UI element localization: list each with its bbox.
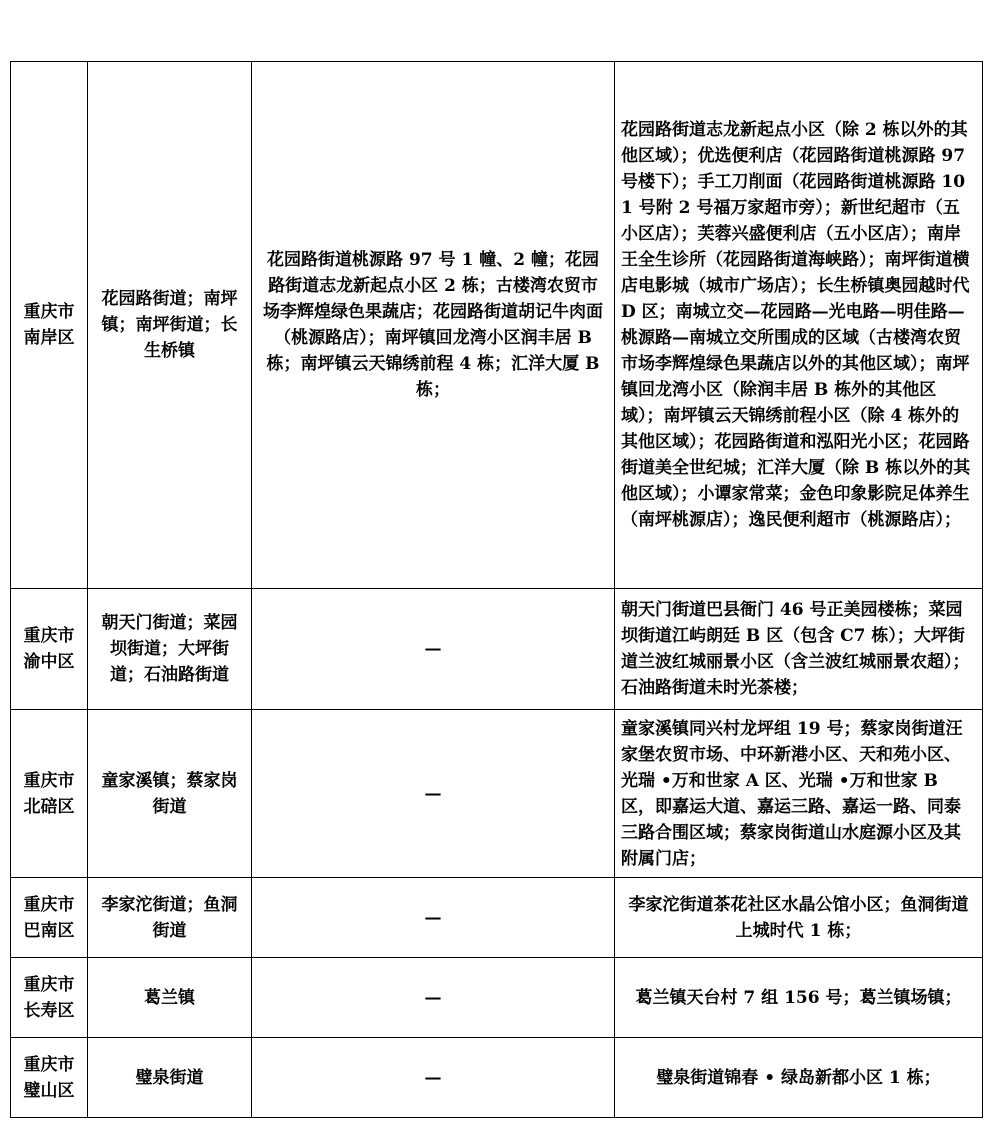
streets-cell: 童家溪镇；蔡家岗街道 [88, 710, 252, 878]
district-cell: 重庆市北碚区 [11, 710, 88, 878]
streets-cell: 李家沱街道；鱼洞街道 [88, 878, 252, 958]
streets-cell: 璧泉街道 [88, 1038, 252, 1118]
low-risk-cell: 花园路街道志龙新起点小区（除 2 栋以外的其他区域）；优选便利店（花园路街道桃源路 97 号楼下）；手工刀削面（花园路街道桃源路 101 号附 2 号福万家超市旁）；新世纪超市（五小区店）；芙蓉兴盛便利店（五小区店）；南岸王全生诊所（花园路街道海峡路）；南坪街道横店电影城（城市广场店）；长生桥镇奥园越时代 D 区；南城立交—花园路—光电路—明佳路—桃源路—南城立交所围成的区域（古楼湾农贸市场李辉煌绿色果蔬店以外的其他区域）；南坪镇回龙湾小区（除润丰居 B 栋外的其他区域）；南坪镇云天锦绣前程小区（除 4 栋外的其他区域）；花园路街道和泓阳光小区；花园路街道美全世纪城；汇洋大厦（除 B 栋以外的其他区域）；小谭家常菜；金色印象影院足体养生（南坪桃源店）；逸民便利超市（桃源路店）； [615, 62, 983, 589]
district-cell: 重庆市南岸区 [11, 62, 88, 589]
mid-risk-cell: — [252, 1038, 615, 1118]
district-cell: 重庆市璧山区 [11, 1038, 88, 1118]
streets-cell: 朝天门街道；菜园坝街道；大坪街道；石油路街道 [88, 589, 252, 710]
mid-risk-cell: — [252, 589, 615, 710]
table-row [11, 589, 983, 710]
risk-area-table [10, 61, 983, 1118]
mid-risk-cell: — [252, 958, 615, 1038]
table-row [11, 62, 983, 589]
mid-risk-cell: — [252, 710, 615, 878]
table-row [11, 1038, 983, 1118]
table-row [11, 958, 983, 1038]
low-risk-cell: 璧泉街道锦春 • 绿岛新都小区 1 栋； [615, 1038, 983, 1118]
streets-cell: 葛兰镇 [88, 958, 252, 1038]
low-risk-cell: 朝天门街道巴县衙门 46 号正美园楼栋；菜园坝街道江屿朗廷 B 区（包含 C7 栋）；大坪街道兰波红城丽景小区（含兰波红城丽景农超）；石油路街道未时光茶楼； [615, 589, 983, 710]
table-row [11, 710, 983, 878]
mid-risk-cell: — [252, 878, 615, 958]
low-risk-cell: 童家溪镇同兴村龙坪组 19 号；蔡家岗街道汪家堡农贸市场、中环新港小区、天和苑小区、光瑞 •万和世家 A 区、光瑞 •万和世家 B 区，即嘉运大道、嘉运三路、嘉运一路、同泰三路合围区域；蔡家岗街道山水庭源小区及其附属门店； [615, 710, 983, 878]
table-row [11, 878, 983, 958]
mid-risk-cell: 花园路街道桃源路 97 号 1 幢、2 幢；花园路街道志龙新起点小区 2 栋；古楼湾农贸市场李辉煌绿色果蔬店；花园路街道胡记牛肉面（桃源路店）；南坪镇回龙湾小区润丰居 B 栋；南坪镇云天锦绣前程 4 栋；汇洋大厦 B 栋； [252, 62, 615, 589]
district-cell: 重庆市巴南区 [11, 878, 88, 958]
district-cell: 重庆市渝中区 [11, 589, 88, 710]
low-risk-cell: 李家沱街道茶花社区水晶公馆小区；鱼洞街道上城时代 1 栋； [615, 878, 983, 958]
low-risk-cell: 葛兰镇天台村 7 组 156 号；葛兰镇场镇； [615, 958, 983, 1038]
district-cell: 重庆市长寿区 [11, 958, 88, 1038]
streets-cell: 花园路街道；南坪镇；南坪街道；长生桥镇 [88, 62, 252, 589]
